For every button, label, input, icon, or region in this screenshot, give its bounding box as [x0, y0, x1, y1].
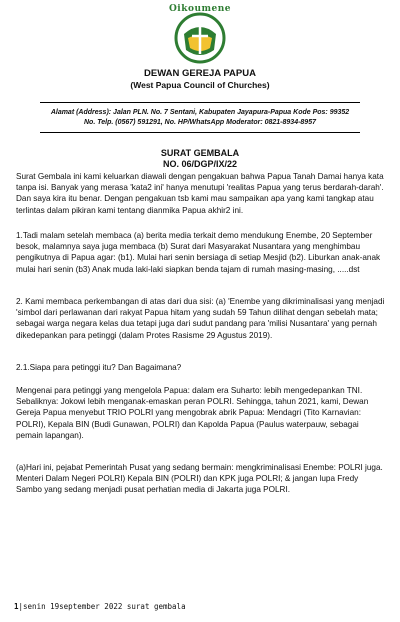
- org-subtitle: (West Papua Council of Churches): [130, 80, 270, 90]
- header-divider-bottom: [40, 132, 360, 133]
- paragraph-4: (a)Hari ini, pejabat Pemerintah Pusat yang sedang bermain: mengkriminalisasi Enembe: POLRI juga. Menteri Dalam Negeri POLRI) Kepala BIN (POLRI) dan KPK juga POLRI; & jangan lupa Fredy Sambo yang sedang menjadi pusat perhatian media di Jakarta juga POLRI.: [16, 463, 383, 495]
- org-name: DEWAN GEREJA PAPUA: [144, 68, 256, 79]
- paragraph-1: 1.Tadi malam setelah membaca (a) berita media terkait demo mendukung Enembe, 20 September besok, malamnya saya juga membaca (b) Surat dari Masyarakat Nusantara yang menghimbau pengikutnya di Papua agar: (b1). Mulai hari senin bersiaga di setiap Mesjid (b2). Liburkan anak-anak mulai hari senin (b3) Anak muda laki-laki siapkan benda tajam di rumah masing-masing, .....dst: [16, 231, 381, 274]
- intro-paragraph: Surat Gembala ini kami keluarkan diawali dengan pengakuan bahwa Papua Tanah Damai hanya kata tanpa isi. Banyak yang merasa 'kata2 ini' hanya menutupi 'realitas Papua yang terus berdarah-darah'. Dan saya kira itu benar. Dengan pengakuan tsb kami mau sampaikan apa yang kami tangkap atau terlintas dalam pikiran kami tentang dianmika Papua akhir2 ini.: [16, 172, 384, 215]
- paragraph-2-1: 2.1.Siapa para petinggi itu? Dan Bagaimana?: [16, 363, 182, 372]
- letter-number: NO. 06/DGP/IX/22: [162, 159, 238, 169]
- footer-separator: |: [18, 602, 24, 611]
- footer-text: senin 19september 2022 surat gembala: [23, 602, 186, 611]
- page-number: 1: [14, 602, 19, 611]
- paragraph-3: Mengenai para petinggi yang mengelola Papua: dalam era Suharto: lebih mengedepankan TNI. Sebaliknya: Jokowi lebih menganak-emaskan peran POLRI. Sehingga, tahun 2021, kami, Dewan Gereja Papua menyebut TRIO POLRI yang mengobrak abrik Papua: Mendagri (Tito Karnavian: POLRI), Kepala BIN (Budi Gunawan, POLRI) dan Kapolda Papua (Paulus waterpauw, sebagai pemain lapangan).: [16, 386, 369, 440]
- header-divider-top: [40, 102, 360, 103]
- letter-title: SURAT GEMBALA: [160, 148, 240, 158]
- address-block: [40, 108, 360, 128]
- paragraph-2: 2. Kami membaca perkembangan di atas dari dua sisi: (a) 'Enembe yang dikriminalisasi yang menjadi 'simbol dari perlawanan dari rakyat Papua hitam yang sudah 59 Tahun dilihat dengan sebelah mata; sebagai warga negara kelas dua tetapi juga dari sudut pandang para 'milisi Nusantara' yang pernah dikedepankan para petinggi (dalam Protes Rasisme 29 Agustus 2019).: [16, 297, 385, 340]
- contact-line: No. Telp. (0567) 591291, No. HP/WhatsApp Moderator: 0821-8934-8957: [84, 119, 316, 126]
- logo-text: Oikoumene: [168, 4, 232, 14]
- address-line: Alamat (Address): Jalan PLN. No. 7 Sentani, Kabupaten Jayapura-Papua Kode Pos: 99352: [50, 109, 350, 116]
- page-footer: [14, 602, 186, 611]
- oikoumene-logo-icon: [170, 6, 230, 66]
